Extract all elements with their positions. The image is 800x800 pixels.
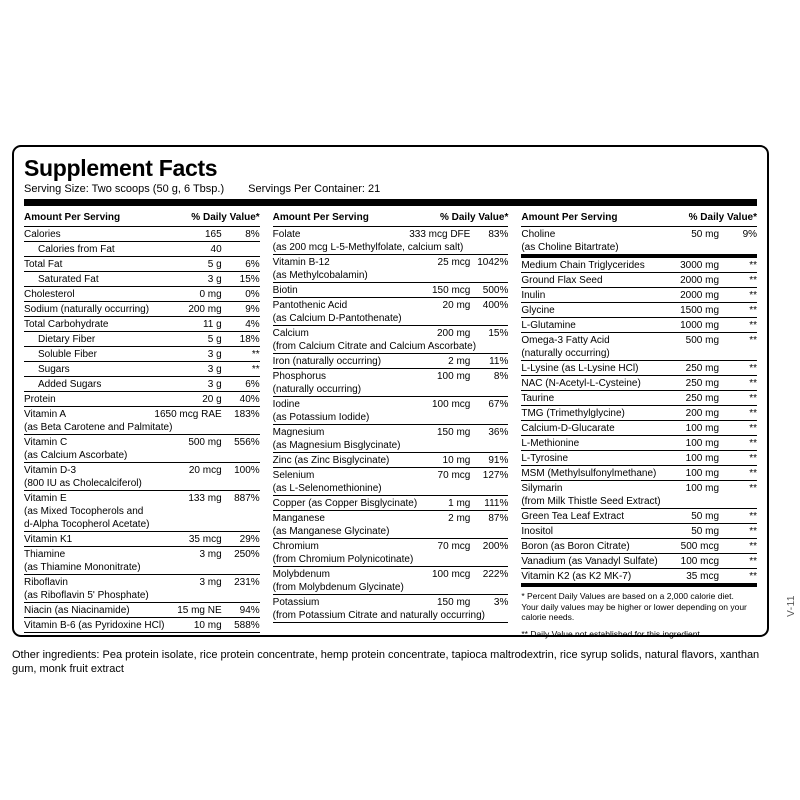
ingredient-dv: 87% xyxy=(488,513,509,524)
ingredient-amount: 165 xyxy=(204,229,222,240)
ingredient-source: (as Manganese Glycinate) xyxy=(272,526,390,537)
ingredient-amount: 3 mg xyxy=(199,577,222,588)
ingredient-dv: 200% xyxy=(482,541,509,552)
ingredient-dv: ** xyxy=(749,511,758,522)
servings-per-container: Servings Per Container: 21 xyxy=(248,183,381,195)
ingredient-row xyxy=(521,406,757,421)
ingredient-dv: 222% xyxy=(482,569,509,580)
ingredient-name: Total Fat xyxy=(24,259,63,270)
ingredient-rows xyxy=(273,227,509,623)
ingredient-name: Medium Chain Triglycerides xyxy=(521,260,645,271)
ingredient-dv: ** xyxy=(749,260,758,271)
ingredient-dv: 0% xyxy=(245,289,260,300)
ingredient-dv: 1042% xyxy=(477,257,509,268)
ingredient-name: L-Methionine xyxy=(521,438,580,449)
ingredient-source: (as Magnesium Bisglycinate) xyxy=(272,440,401,451)
ingredient-amount: 150 mg xyxy=(436,597,471,608)
ingredient-amount: 333 mcg DFE xyxy=(409,229,471,240)
ingredient-source: (as Choline Bitartrate) xyxy=(521,242,619,253)
ingredient-name: Vitamin D-3 xyxy=(24,465,77,476)
ingredient-amount: 1 mg xyxy=(448,498,471,509)
ingredient-dv: ** xyxy=(749,438,758,449)
ingredient-row xyxy=(24,362,260,377)
ingredient-amount: 100 mg xyxy=(685,483,720,494)
ingredient-row xyxy=(273,326,509,354)
ingredient-name: Taurine xyxy=(521,393,555,404)
ingredient-amount: 5 g xyxy=(207,259,222,270)
column-header xyxy=(24,211,260,227)
ingredient-row xyxy=(24,227,260,242)
ingredient-row xyxy=(24,392,260,407)
ingredient-name: Copper (as Copper Bisglycinate) xyxy=(272,498,418,509)
ingredient-row xyxy=(24,547,260,575)
ingredient-amount: 200 mg xyxy=(436,328,471,339)
ingredient-dv: ** xyxy=(749,526,758,537)
daily-value-header: % Daily Value* xyxy=(688,212,758,223)
ingredient-dv: ** xyxy=(749,378,758,389)
ingredient-dv: ** xyxy=(749,468,758,479)
ingredient-name: Vitamin C xyxy=(24,437,68,448)
ingredient-amount: 50 mg xyxy=(691,229,720,240)
ingredient-row xyxy=(521,524,757,539)
ingredient-amount: 100 mg xyxy=(685,468,720,479)
ingredient-name: Calories from Fat xyxy=(38,244,115,255)
ingredient-row xyxy=(273,539,509,567)
divider-bar xyxy=(24,199,757,206)
ingredient-amount: 100 mg xyxy=(436,371,471,382)
no-daily-value-footnote: ** Daily Value not established for this ingredient xyxy=(521,628,700,639)
ingredient-dv: ** xyxy=(749,290,758,301)
ingredient-dv: ** xyxy=(749,335,758,346)
nutrient-column-2 xyxy=(273,211,509,639)
ingredient-dv: 887% xyxy=(234,493,260,504)
ingredient-row xyxy=(521,481,757,509)
ingredient-row xyxy=(273,354,509,369)
ingredient-source: (as Methylcobalamin) xyxy=(272,270,368,281)
ingredient-name: Saturated Fat xyxy=(38,274,99,285)
ingredient-row xyxy=(24,347,260,362)
ingredient-amount: 15 mg NE xyxy=(177,605,222,616)
ingredient-amount: 100 mcg xyxy=(680,556,720,567)
ingredient-dv: 36% xyxy=(488,427,509,438)
ingredient-name: Silymarin xyxy=(521,483,563,494)
ingredient-name: Cholesterol xyxy=(24,289,75,300)
ingredient-row xyxy=(273,567,509,595)
ingredient-row xyxy=(521,539,757,554)
ingredient-amount: 250 mg xyxy=(685,378,720,389)
ingredient-source: (from Potassium Citrate and naturally occurring) xyxy=(272,610,485,621)
ingredient-source: (as Beta Carotene and Palmitate) xyxy=(24,422,173,433)
ingredient-amount: 3 g xyxy=(207,379,222,390)
ingredient-dv: ** xyxy=(749,556,758,567)
ingredient-dv: 588% xyxy=(234,620,260,631)
ingredient-row xyxy=(521,333,757,361)
ingredient-dv: ** xyxy=(749,320,758,331)
ingredient-name: Vitamin B-6 (as Pyridoxine HCl) xyxy=(24,620,165,631)
ingredient-amount: 200 mg xyxy=(685,408,720,419)
ingredient-rows xyxy=(521,227,757,587)
ingredient-amount: 20 mg xyxy=(442,300,471,311)
ingredient-source: (from Molybdenum Glycinate) xyxy=(272,582,404,593)
ingredient-name: Niacin (as Niacinamide) xyxy=(24,605,130,616)
ingredient-name: Soluble Fiber xyxy=(38,349,97,360)
ingredient-dv: ** xyxy=(749,305,758,316)
ingredient-amount: 25 mcg xyxy=(437,257,471,268)
ingredient-row xyxy=(24,287,260,302)
ingredient-source: (as Calcium Ascorbate) xyxy=(24,450,128,461)
ingredient-amount: 500 mcg xyxy=(680,541,720,552)
ingredient-row xyxy=(273,283,509,298)
nutrient-column-1 xyxy=(24,211,260,639)
ingredient-amount: 2 mg xyxy=(448,513,471,524)
ingredient-row xyxy=(521,376,757,391)
ingredient-name: Glycine xyxy=(521,305,555,316)
ingredient-name: Sugars xyxy=(38,364,70,375)
supplement-facts-panel xyxy=(12,145,769,637)
ingredient-name: TMG (Trimethylglycine) xyxy=(521,408,625,419)
ingredient-amount: 1500 mg xyxy=(680,305,720,316)
amount-per-serving-header: Amount Per Serving xyxy=(521,212,618,223)
ingredient-source: (as Thiamine Mononitrate) xyxy=(24,562,141,573)
ingredient-name: Pantothenic Acid xyxy=(272,300,348,311)
ingredient-name: Added Sugars xyxy=(38,379,102,390)
ingredient-row xyxy=(521,391,757,406)
amount-per-serving-header: Amount Per Serving xyxy=(272,212,369,223)
ingredient-dv: ** xyxy=(749,571,758,582)
ingredient-row xyxy=(273,595,509,623)
version-code: V-11 xyxy=(786,595,797,617)
ingredient-source: (as 200 mcg L-5-Methylfolate, calcium salt) xyxy=(272,242,464,253)
ingredient-name: Iron (naturally occurring) xyxy=(272,356,382,367)
panel-title: Supplement Facts xyxy=(24,155,218,181)
ingredient-name: Phosphorus xyxy=(272,371,327,382)
ingredient-name: Calcium xyxy=(272,328,309,339)
ingredient-amount: 150 mg xyxy=(436,427,471,438)
ingredient-amount: 10 mg xyxy=(193,620,222,631)
ingredient-name: Inositol xyxy=(521,526,554,537)
ingredient-row xyxy=(273,511,509,539)
ingredient-dv: 556% xyxy=(234,437,260,448)
ingredient-dv: 400% xyxy=(482,300,509,311)
ingredient-amount: 20 mcg xyxy=(188,465,222,476)
ingredient-amount: 1650 mcg RAE xyxy=(154,409,222,420)
ingredient-row xyxy=(24,603,260,618)
ingredient-amount: 3 g xyxy=(207,364,222,375)
ingredient-amount: 3 g xyxy=(207,274,222,285)
ingredient-name: Molybdenum xyxy=(272,569,330,580)
ingredient-name: Folate xyxy=(272,229,301,240)
ingredient-name: Protein xyxy=(24,394,56,405)
ingredient-amount: 35 mcg xyxy=(686,571,720,582)
ingredient-name: Vitamin A xyxy=(24,409,67,420)
ingredient-name: Total Carbohydrate xyxy=(24,319,109,330)
ingredient-row xyxy=(24,257,260,272)
ingredient-amount: 3 g xyxy=(207,349,222,360)
ingredient-dv: ** xyxy=(749,423,758,434)
ingredient-source: (naturally occurring) xyxy=(521,348,610,359)
ingredient-dv: ** xyxy=(251,349,260,360)
ingredient-name: Sodium (naturally occurring) xyxy=(24,304,150,315)
ingredient-amount: 150 mcg xyxy=(431,285,471,296)
ingredient-dv: 111% xyxy=(484,498,509,509)
ingredient-dv: 11% xyxy=(489,356,509,367)
ingredient-rows xyxy=(24,227,260,633)
ingredient-dv: 183% xyxy=(234,409,260,420)
ingredient-dv: 9% xyxy=(245,304,260,315)
ingredient-name: Magnesium xyxy=(272,427,325,438)
ingredient-name: Potassium xyxy=(272,597,320,608)
ingredient-amount: 500 mg xyxy=(685,335,720,346)
ingredient-source: (from Milk Thistle Seed Extract) xyxy=(521,496,661,507)
ingredient-source: (800 IU as Cholecalciferol) xyxy=(24,478,142,489)
ingredient-dv: 40% xyxy=(239,394,260,405)
amount-per-serving-header: Amount Per Serving xyxy=(24,212,121,223)
ingredient-row xyxy=(521,318,757,333)
ingredient-dv: ** xyxy=(749,541,758,552)
other-ingredients: Other ingredients: Pea protein isolate, rice protein concentrate, hemp protein concentrate, tapioca maltrodextrin, rice syrup solids, natural flavors, xanthan gum, monk fruit extract xyxy=(12,649,760,675)
ingredient-amount: 50 mg xyxy=(691,511,720,522)
column-header xyxy=(521,211,757,227)
ingredient-dv: ** xyxy=(749,363,758,374)
ingredient-dv: 29% xyxy=(239,534,260,545)
ingredient-name: L-Lysine (as L-Lysine HCl) xyxy=(521,363,639,374)
serving-info xyxy=(24,182,757,196)
daily-value-header: % Daily Value* xyxy=(191,212,260,223)
ingredient-name: Dietary Fiber xyxy=(38,334,96,345)
ingredient-dv: 127% xyxy=(482,470,509,481)
ingredient-source: (as Riboflavin 5' Phosphate) xyxy=(24,590,149,601)
ingredient-amount: 50 mg xyxy=(691,526,720,537)
ingredient-amount: 20 g xyxy=(202,394,222,405)
ingredient-amount: 100 mg xyxy=(685,438,720,449)
ingredient-name: Selenium xyxy=(272,470,315,481)
ingredient-row xyxy=(24,302,260,317)
ingredient-source: d-Alpha Tocopherol Acetate) xyxy=(24,519,150,530)
ingredient-amount: 0 mg xyxy=(199,289,222,300)
ingredient-row xyxy=(24,575,260,603)
ingredient-amount: 40 xyxy=(210,244,222,255)
ingredient-row xyxy=(273,496,509,511)
ingredient-dv: ** xyxy=(749,483,758,494)
ingredient-amount: 3 mg xyxy=(199,549,222,560)
ingredient-name: L-Tyrosine xyxy=(521,453,569,464)
ingredient-row xyxy=(273,468,509,496)
ingredient-row xyxy=(273,369,509,397)
ingredient-name: NAC (N-Acetyl-L-Cysteine) xyxy=(521,378,641,389)
ingredient-dv: 67% xyxy=(488,399,509,410)
ingredient-name: Ground Flax Seed xyxy=(521,275,603,286)
ingredient-name: Vitamin E xyxy=(24,493,67,504)
ingredient-name: Thiamine xyxy=(24,549,66,560)
ingredient-row xyxy=(24,435,260,463)
ingredient-source: (from Chromium Polynicotinate) xyxy=(272,554,414,565)
ingredient-dv: 15% xyxy=(488,328,509,339)
ingredient-row xyxy=(521,273,757,288)
ingredient-name: Choline xyxy=(521,229,556,240)
ingredient-amount: 5 g xyxy=(207,334,222,345)
ingredient-row xyxy=(521,303,757,318)
ingredient-amount: 100 mg xyxy=(685,453,720,464)
ingredient-source: (as Calcium D-Pantothenate) xyxy=(272,313,402,324)
ingredient-dv: 500% xyxy=(482,285,509,296)
ingredient-name: Vitamin K2 (as K2 MK-7) xyxy=(521,571,632,582)
ingredient-amount: 70 mcg xyxy=(437,470,471,481)
ingredient-amount: 10 mg xyxy=(442,455,471,466)
ingredient-row xyxy=(273,255,509,283)
ingredient-name: Green Tea Leaf Extract xyxy=(521,511,624,522)
ingredient-name: Biotin xyxy=(272,285,298,296)
ingredient-dv: ** xyxy=(749,453,758,464)
ingredient-name: Vanadium (as Vanadyl Sulfate) xyxy=(521,556,658,567)
ingredient-amount: 500 mg xyxy=(188,437,222,448)
ingredient-amount: 70 mcg xyxy=(437,541,471,552)
ingredient-row xyxy=(24,491,260,532)
ingredient-dv: 91% xyxy=(488,455,509,466)
ingredient-row xyxy=(24,618,260,633)
ingredient-row xyxy=(521,421,757,436)
serving-size: Serving Size: Two scoops (50 g, 6 Tbsp.) xyxy=(24,183,225,195)
ingredient-amount: 11 g xyxy=(202,319,222,330)
ingredient-amount: 100 mg xyxy=(685,423,720,434)
ingredient-amount: 250 mg xyxy=(685,363,720,374)
ingredient-source: (as Potassium Iodide) xyxy=(272,412,370,423)
ingredient-amount: 3000 mg xyxy=(680,260,720,271)
ingredient-row xyxy=(521,436,757,451)
ingredient-row xyxy=(24,407,260,435)
ingredient-name: Riboflavin xyxy=(24,577,68,588)
ingredient-name: Vitamin B-12 xyxy=(272,257,330,268)
ingredient-row xyxy=(521,258,757,273)
ingredient-row xyxy=(273,227,509,255)
ingredient-dv: ** xyxy=(749,408,758,419)
ingredient-name: Calories xyxy=(24,229,61,240)
ingredient-name: MSM (Methylsulfonylmethane) xyxy=(521,468,657,479)
ingredient-dv: 250% xyxy=(234,549,260,560)
ingredient-name: Manganese xyxy=(272,513,325,524)
ingredient-name: L-Glutamine xyxy=(521,320,576,331)
ingredient-dv: 94% xyxy=(239,605,260,616)
ingredient-row xyxy=(24,272,260,287)
ingredient-row xyxy=(521,288,757,303)
ingredient-dv: 6% xyxy=(245,379,260,390)
ingredient-amount: 100 mcg xyxy=(431,399,471,410)
ingredient-name: Boron (as Boron Citrate) xyxy=(521,541,630,552)
column-header xyxy=(273,211,509,227)
ingredient-dv: 3% xyxy=(493,597,509,608)
ingredient-amount: 133 mg xyxy=(188,493,222,504)
ingredient-row xyxy=(24,377,260,392)
ingredient-dv: 18% xyxy=(239,334,260,345)
ingredient-name: Vitamin K1 xyxy=(24,534,73,545)
ingredient-source: (naturally occurring) xyxy=(272,384,362,395)
ingredient-amount: 1000 mg xyxy=(680,320,720,331)
nutrient-columns xyxy=(24,211,757,639)
ingredient-row xyxy=(521,554,757,569)
ingredient-amount: 2000 mg xyxy=(680,275,720,286)
nutrient-column-3 xyxy=(521,211,757,639)
ingredient-row xyxy=(521,227,757,258)
ingredient-dv: 8% xyxy=(493,371,509,382)
ingredient-amount: 35 mcg xyxy=(188,534,222,545)
ingredient-dv: 15% xyxy=(239,274,260,285)
ingredient-row xyxy=(521,569,757,587)
ingredient-row xyxy=(521,361,757,376)
ingredient-dv: 4% xyxy=(245,319,260,330)
ingredient-row xyxy=(273,298,509,326)
ingredient-source: (as Mixed Tocopherols and xyxy=(24,506,144,517)
ingredient-source: (as L-Selenomethionine) xyxy=(272,483,382,494)
ingredient-name: Calcium-D-Glucarate xyxy=(521,423,615,434)
ingredient-row xyxy=(521,466,757,481)
ingredient-row xyxy=(24,317,260,332)
ingredient-dv: ** xyxy=(749,275,758,286)
ingredient-name: Iodine xyxy=(272,399,300,410)
ingredient-dv: ** xyxy=(251,364,260,375)
ingredient-amount: 100 mcg xyxy=(431,569,471,580)
ingredient-row xyxy=(273,453,509,468)
ingredient-dv: 231% xyxy=(234,577,260,588)
ingredient-name: Omega-3 Fatty Acid xyxy=(521,335,610,346)
ingredient-dv: ** xyxy=(749,393,758,404)
ingredient-row xyxy=(273,425,509,453)
ingredient-dv: 8% xyxy=(245,229,260,240)
ingredient-row xyxy=(521,451,757,466)
ingredient-amount: 2 mg xyxy=(448,356,471,367)
ingredient-row xyxy=(273,397,509,425)
footnotes xyxy=(521,591,757,639)
ingredient-dv: 100% xyxy=(234,465,260,476)
ingredient-name: Zinc (as Zinc Bisglycinate) xyxy=(272,455,390,466)
ingredient-dv: 83% xyxy=(488,229,509,240)
ingredient-row xyxy=(521,509,757,524)
ingredient-row xyxy=(24,332,260,347)
daily-value-header: % Daily Value* xyxy=(439,212,509,223)
ingredient-name: Chromium xyxy=(272,541,319,552)
ingredient-row xyxy=(24,242,260,257)
ingredient-dv: 6% xyxy=(245,259,260,270)
daily-value-footnote: * Percent Daily Values are based on a 2,000 calorie diet. Your daily values may be higher or lower depending on your calorie needs. xyxy=(521,591,747,622)
ingredient-amount: 2000 mg xyxy=(680,290,720,301)
ingredient-amount: 250 mg xyxy=(685,393,720,404)
ingredient-row xyxy=(24,532,260,547)
ingredient-amount: 200 mg xyxy=(188,304,222,315)
ingredient-dv: 9% xyxy=(742,229,758,240)
ingredient-name: Inulin xyxy=(521,290,546,301)
ingredient-row xyxy=(24,463,260,491)
ingredient-source: (from Calcium Citrate and Calcium Ascorbate) xyxy=(272,341,477,352)
